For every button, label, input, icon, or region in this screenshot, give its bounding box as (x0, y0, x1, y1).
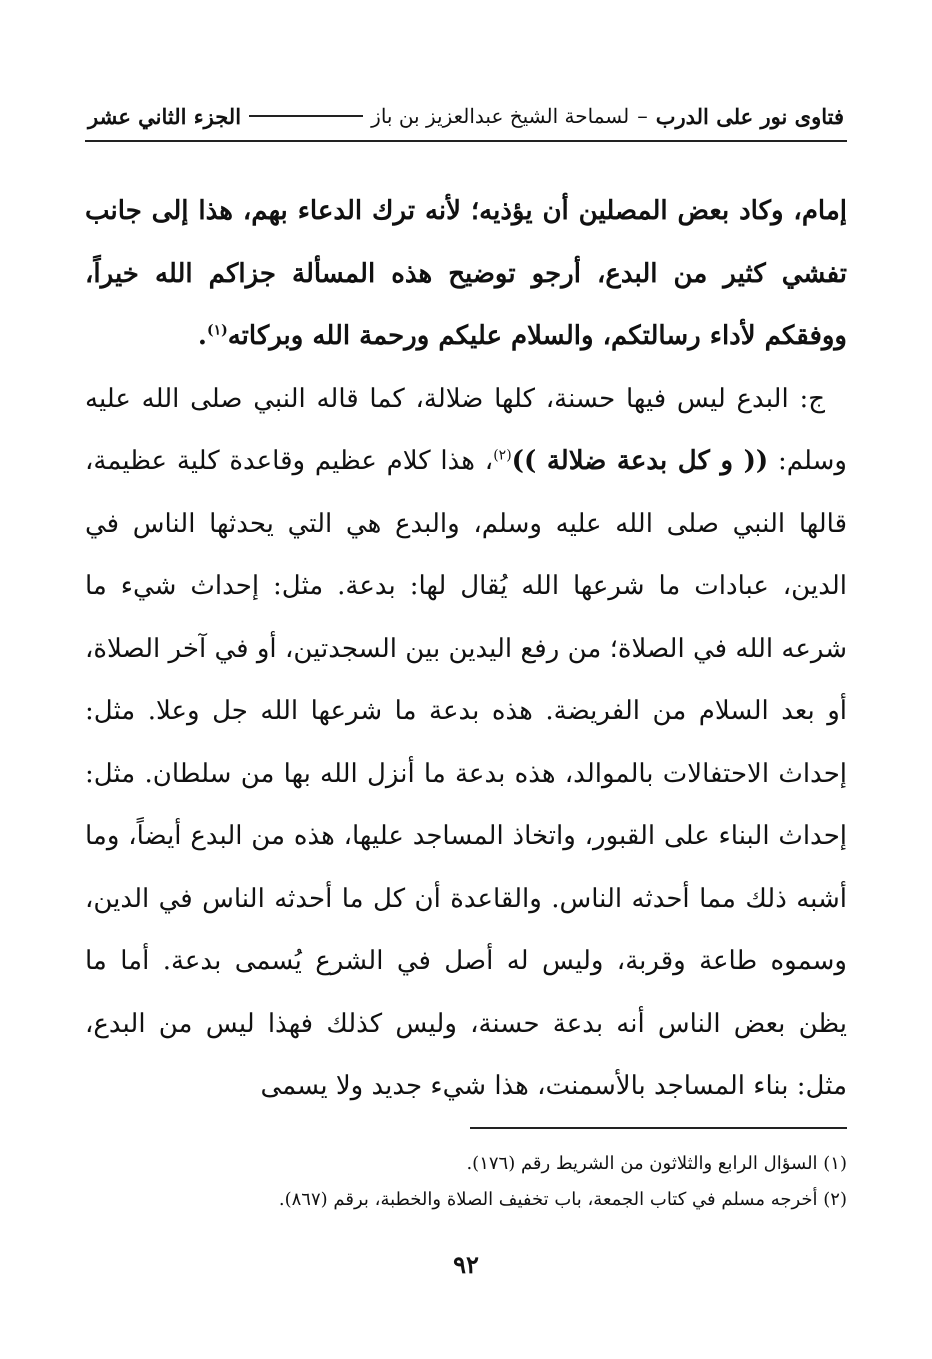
footnote-ref-2: (٢) (493, 447, 512, 464)
footnotes (85, 1146, 847, 1218)
answer-part-2: ، هذا كلام عظيم وقاعدة كلية عظيمة، قالها النبي صلى الله عليه وسلم، والبدع هي التي يحدثها الناس في الدين، عبادات ما شرعها الله يُقال لها: بدعة. مثل: إحداث شيء ما شرعه الله في الصلاة؛ من رفع اليدين بين السجدتين، أو في آخر الصلاة، أو بعد السلام من الفريضة. هذه بدعة ما شرعها الله جل وعلا. مثل: إحداث الاحتفالات بالموالد، هذه بدعة ما أنزل الله بها من سلطان. مثل: إحداث البناء على القبور، واتخاذ المساجد عليها، هذه من البدع أيضاً، وما أشبه ذلك مما أحدثه الناس. والقاعدة أن كل ما أحدثه الناس في الدين، وسموه طاعة وقربة، وليس له أصل في الشرع يُسمى بدعة. أما ما يظن بعض الناس أنه بدعة حسنة، وليس كذلك فهذا ليس من البدع، مثل: بناء المساجد بالأسمنت، هذا شيء جديد ولا يسمى (85, 446, 848, 1101)
footnote-ref-1: (١) (206, 322, 228, 339)
answer-text (85, 368, 847, 1118)
header-rule (249, 115, 363, 117)
footnote-1: (١) السؤال الرابع والثلاثون من الشريط رقم (١٧٦). (466, 1153, 847, 1174)
question-text (85, 180, 847, 368)
hadith-quote: (( و كل بدعة ضلالة )) (511, 446, 769, 476)
footnote-2: (٢) أخرجه مسلم في كتاب الجمعة، باب تخفيف الصلاة والخطبة، برقم (٨٦٧). (278, 1189, 847, 1210)
running-header (88, 96, 844, 136)
answer-part-1: ج: البدع ليس فيها حسنة، كلها ضلالة، كما قاله النبي صلى الله عليه وسلم: (85, 383, 847, 476)
question-line-2: جانب تفشي كثير من البدع، أرجو توضيح هذه المسألة جزاكم الله (85, 196, 847, 289)
header-underline (85, 140, 847, 142)
footnote-separator (470, 1127, 847, 1129)
book-title: فتاوى نور على الدرب (655, 103, 844, 129)
volume-part: الجزء الثاني عشر (88, 103, 242, 129)
main-text (85, 180, 847, 1120)
page-number: ٩٢ (453, 1250, 479, 1279)
question-line-1: إمام، وكاد بعض المصلين أن يؤذيه؛ لأنه ترك الدعاء بهم، هذا إلى (151, 196, 847, 226)
author-name: لسماحة الشيخ عبدالعزيز بن باز (371, 104, 630, 128)
question-line-3: خيراً، ووفقكم لأداء رسالتكم، والسلام عليكم ورحمة الله وبركاته (85, 258, 847, 351)
question-end: . (197, 321, 207, 351)
header-separator: – (637, 104, 648, 128)
